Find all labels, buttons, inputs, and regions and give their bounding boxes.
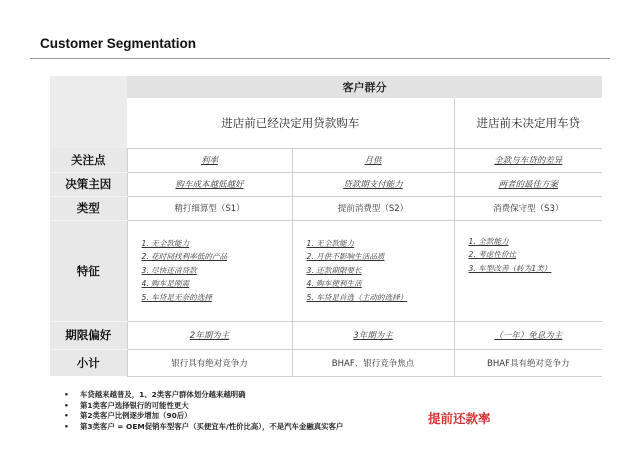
row-label-focus: 关注点 <box>50 148 127 172</box>
row-label-decision: 决策主因 <box>50 172 127 196</box>
note-item: • 第1类客户选择银行的可能性更大 <box>64 401 343 412</box>
page-title: Customer Segmentation <box>40 36 197 51</box>
note-item: • 第3类客户 = OEM促销车型客户（买便宜车/性价比高），不是汽车金融真实客户 <box>64 422 343 433</box>
prepayment-rate-label: 提前还款率 <box>428 411 491 426</box>
table-cell: 全款与车贷的差异 <box>454 148 602 172</box>
table-corner-2 <box>50 98 127 148</box>
table-cell: 2年期为主 <box>127 321 292 349</box>
note-item: • 第2类客户比例逐步增加（90后） <box>64 411 343 422</box>
table-cell: 消费保守型（S3） <box>454 196 602 220</box>
list-item: 3. 还款期限要长 <box>306 265 362 275</box>
table-cell: BHAF具有绝对竞争力 <box>454 349 602 376</box>
note-item: • 车贷越来越普及，1、2类客户群体划分越来越明确 <box>64 390 343 401</box>
table-cell: 购车成本越低越好 <box>127 172 292 196</box>
list-item: 5. 车贷是无奈的选择 <box>141 292 212 302</box>
table-cell: 精打细算型（S1） <box>127 196 292 220</box>
table-header: 客户群分 <box>127 76 602 98</box>
table-cell: 两者的最佳方案 <box>454 172 602 196</box>
list-item: 4. 购车便利生活 <box>306 279 362 289</box>
table-cell <box>127 220 292 321</box>
table-cell <box>454 220 602 321</box>
segment-decided: 进店前已经决定用贷款购车 <box>127 98 454 148</box>
list-item: 4. 购车是刚需 <box>141 279 190 289</box>
trait-list <box>455 235 603 276</box>
list-item: 1. 无全款能力 <box>306 238 355 248</box>
list-item: 5. 车贷是首选（主动的选择） <box>306 292 408 302</box>
row-label-term: 期限偏好 <box>50 321 127 349</box>
list-item: 1. 全款能力 <box>468 236 509 246</box>
row-label-type: 类型 <box>50 196 127 220</box>
table-cell: 3年期为主 <box>292 321 454 349</box>
list-item: 3. 车型改善（转为1类） <box>468 263 552 273</box>
list-item: 1. 无全款能力 <box>141 238 190 248</box>
table-cell: 银行具有绝对竞争力 <box>127 349 292 376</box>
table-cell: 利率 <box>127 148 292 172</box>
notes-list <box>64 390 343 432</box>
table-cell: 提前消费型（S2） <box>292 196 454 220</box>
title-divider <box>30 58 610 59</box>
list-item: 3. 尽快还清贷款 <box>141 265 197 275</box>
list-item: 2. 花时间找利率低的产品 <box>141 252 228 262</box>
row-label-traits: 特征 <box>50 220 127 321</box>
table-cell: 贷款期支付能力 <box>292 172 454 196</box>
segment-undecided: 进店前未决定用车贷 <box>454 98 602 148</box>
list-item: 2. 月供不影响生活品质 <box>306 252 385 262</box>
trait-list <box>128 237 292 305</box>
row-label-subtotal: 小计 <box>50 349 127 376</box>
table-corner <box>50 76 127 98</box>
list-item: 2. 考虑性价比 <box>468 250 517 259</box>
table-cell: （一年）免息为主 <box>454 321 602 349</box>
table-cell: 月供 <box>292 148 454 172</box>
trait-list <box>293 237 454 305</box>
segmentation-table <box>50 76 602 377</box>
table-cell: BHAF、银行竞争焦点 <box>292 349 454 376</box>
table-cell <box>292 220 454 321</box>
